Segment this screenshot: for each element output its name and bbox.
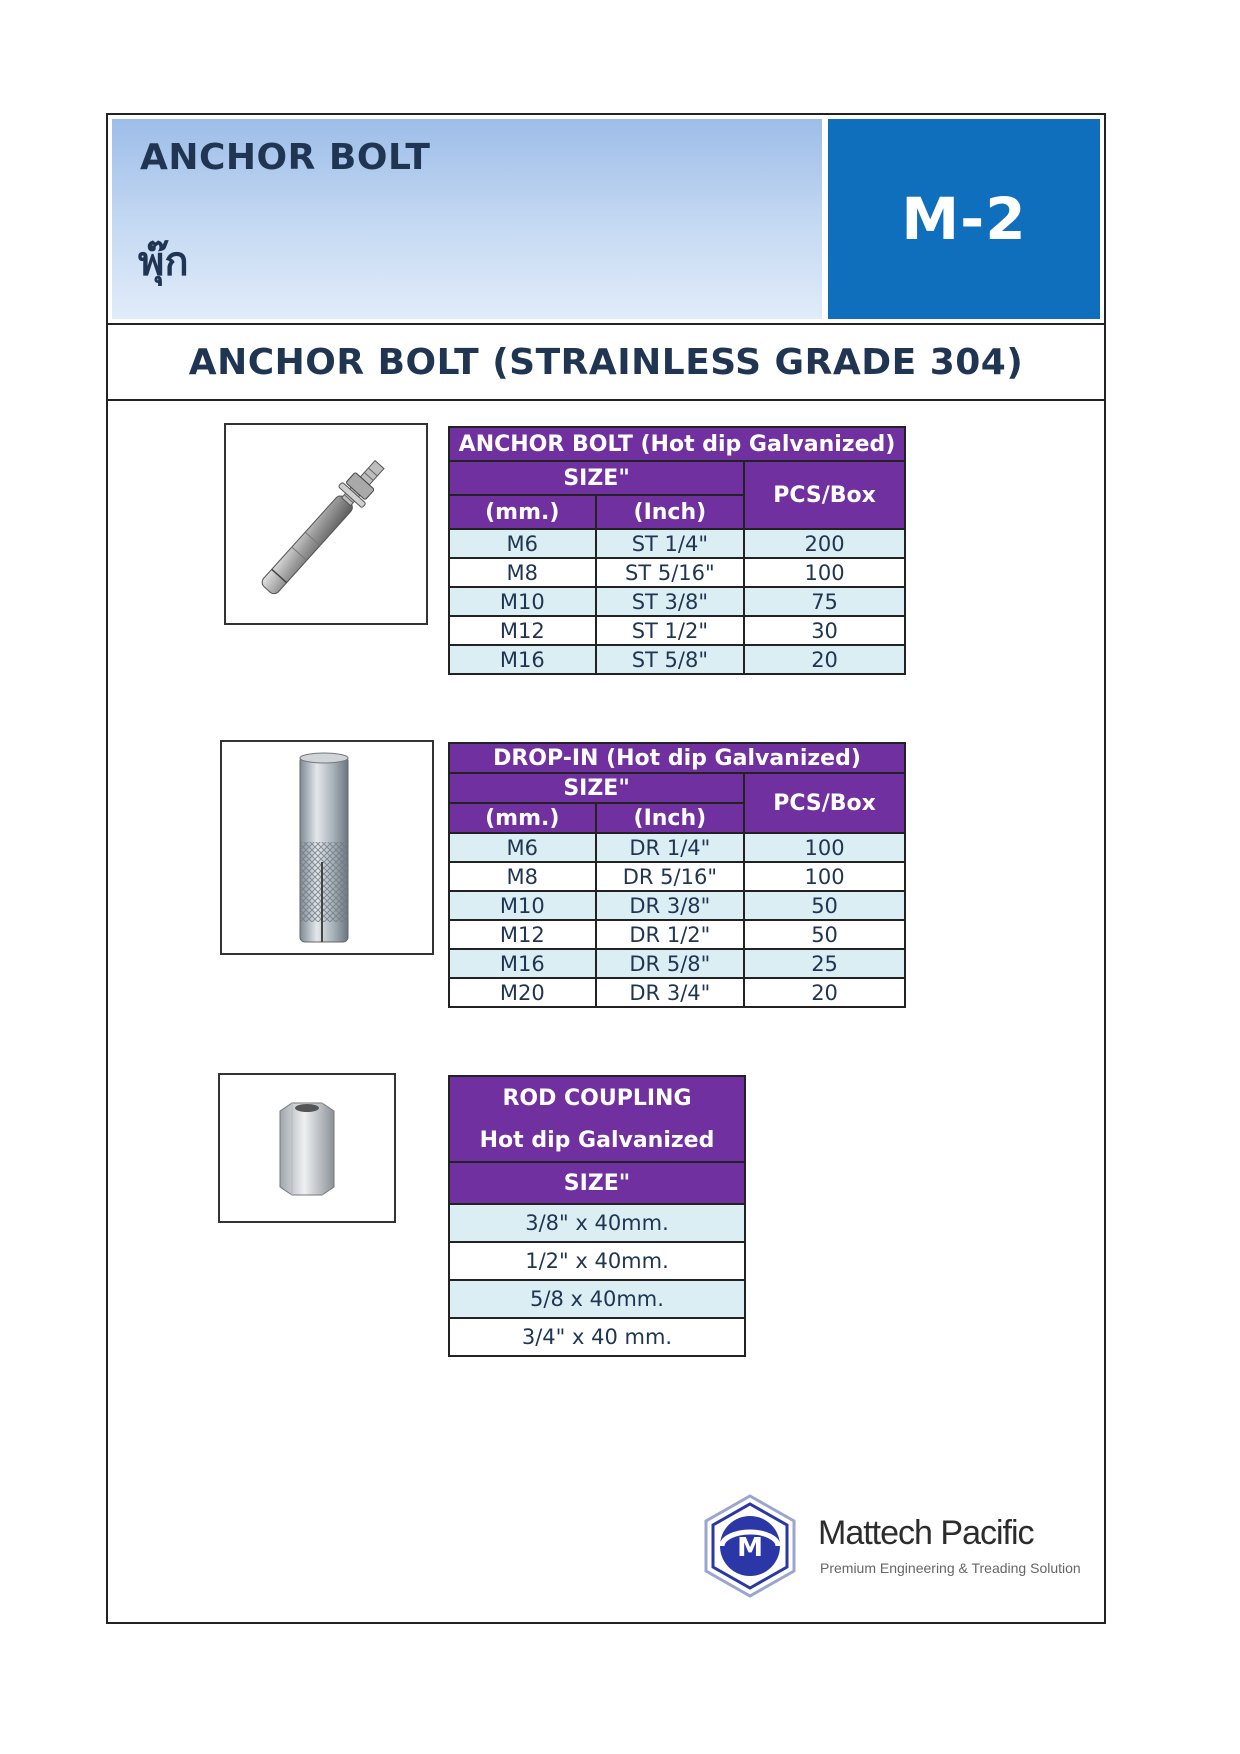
coupling-size-cell: 1/2" x 40mm. <box>449 1242 745 1280</box>
anchor-table-title: ANCHOR BOLT (Hot dip Galvanized) <box>449 427 905 461</box>
page-header <box>112 119 1100 319</box>
dropin-size-header: SIZE" <box>449 773 744 803</box>
table-row <box>449 529 905 558</box>
anchor-bolt-table <box>448 426 906 675</box>
table-row <box>449 1242 745 1280</box>
dropin-inch-cell: DR 5/16" <box>596 862 745 891</box>
anchor-mm-header: (mm.) <box>449 495 596 529</box>
dropin-mm-cell: M12 <box>449 920 596 949</box>
dropin-mm-cell: M10 <box>449 891 596 920</box>
anchor-pcs-cell: 20 <box>744 645 905 674</box>
anchor-inch-cell: ST 3/8" <box>596 587 745 616</box>
coupling-size-header: SIZE" <box>449 1162 745 1204</box>
hexagon-logo-icon <box>700 1494 800 1598</box>
dropin-inch-cell: DR 1/2" <box>596 920 745 949</box>
table-row <box>449 645 905 674</box>
table-row <box>449 1280 745 1318</box>
anchor-size-header: SIZE" <box>449 461 744 495</box>
drop-in-anchor-icon <box>222 742 432 953</box>
anchor-inch-header: (Inch) <box>596 495 745 529</box>
dropin-table-title: DROP-IN (Hot dip Galvanized) <box>449 743 905 773</box>
drop-in-table <box>448 742 906 1008</box>
section-title: ANCHOR BOLT (STRAINLESS GRADE 304) <box>188 341 1024 383</box>
table-row <box>449 862 905 891</box>
dropin-mm-cell: M20 <box>449 978 596 1007</box>
anchor-pcs-cell: 30 <box>744 616 905 645</box>
dropin-pcs-cell: 50 <box>744 920 905 949</box>
anchor-mm-cell: M6 <box>449 529 596 558</box>
drop-in-anchor-photo <box>220 740 434 955</box>
dropin-mm-cell: M8 <box>449 862 596 891</box>
company-logo <box>700 1494 1100 1604</box>
dropin-inch-header: (Inch) <box>596 803 745 833</box>
rod-coupling-icon <box>220 1075 394 1221</box>
dropin-pcs-header: PCS/Box <box>744 773 905 833</box>
brand-tagline: Premium Engineering & Treading Solution <box>820 1560 1081 1576</box>
anchor-pcs-header: PCS/Box <box>744 461 905 529</box>
table-row <box>449 587 905 616</box>
table-row <box>449 1318 745 1356</box>
table-row <box>449 949 905 978</box>
dropin-pcs-cell: 50 <box>744 891 905 920</box>
dropin-inch-cell: DR 3/4" <box>596 978 745 1007</box>
anchor-inch-cell: ST 5/16" <box>596 558 745 587</box>
dropin-mm-cell: M16 <box>449 949 596 978</box>
table-row <box>449 558 905 587</box>
anchor-inch-cell: ST 1/4" <box>596 529 745 558</box>
dropin-inch-cell: DR 5/8" <box>596 949 745 978</box>
brand-name: Mattech Pacific <box>818 1514 1034 1552</box>
anchor-bolt-photo <box>224 423 428 625</box>
table-row <box>449 920 905 949</box>
rod-coupling-table <box>448 1075 746 1357</box>
anchor-bolt-icon <box>226 425 426 623</box>
table-row <box>449 616 905 645</box>
table-row <box>449 833 905 862</box>
coupling-size-cell: 5/8 x 40mm. <box>449 1280 745 1318</box>
table-row <box>449 978 905 1007</box>
anchor-pcs-cell: 200 <box>744 529 905 558</box>
coupling-title-line2: Hot dip Galvanized <box>449 1119 745 1162</box>
table-row <box>449 1204 745 1242</box>
dropin-pcs-cell: 20 <box>744 978 905 1007</box>
anchor-mm-cell: M10 <box>449 587 596 616</box>
coupling-size-cell: 3/8" x 40mm. <box>449 1204 745 1242</box>
coupling-title-line1: ROD COUPLING <box>449 1076 745 1119</box>
dropin-mm-header: (mm.) <box>449 803 596 833</box>
dropin-pcs-cell: 100 <box>744 833 905 862</box>
dropin-inch-cell: DR 3/8" <box>596 891 745 920</box>
anchor-pcs-cell: 75 <box>744 587 905 616</box>
dropin-pcs-cell: 25 <box>744 949 905 978</box>
table-row <box>449 891 905 920</box>
anchor-inch-cell: ST 1/2" <box>596 616 745 645</box>
anchor-mm-cell: M8 <box>449 558 596 587</box>
header-title-en: ANCHOR BOLT <box>140 137 431 178</box>
logo-mark-letter: M <box>737 1533 763 1563</box>
coupling-size-cell: 3/4" x 40 mm. <box>449 1318 745 1356</box>
anchor-mm-cell: M16 <box>449 645 596 674</box>
dropin-inch-cell: DR 1/4" <box>596 833 745 862</box>
anchor-pcs-cell: 100 <box>744 558 905 587</box>
rod-coupling-photo <box>218 1073 396 1223</box>
header-title-th: พุ๊ก <box>138 239 189 285</box>
section-title-row <box>108 323 1104 401</box>
dropin-pcs-cell: 100 <box>744 862 905 891</box>
header-code-panel <box>828 119 1100 319</box>
anchor-inch-cell: ST 5/8" <box>596 645 745 674</box>
product-code: M-2 <box>901 185 1027 253</box>
header-title-panel <box>112 119 824 319</box>
anchor-mm-cell: M12 <box>449 616 596 645</box>
dropin-mm-cell: M6 <box>449 833 596 862</box>
